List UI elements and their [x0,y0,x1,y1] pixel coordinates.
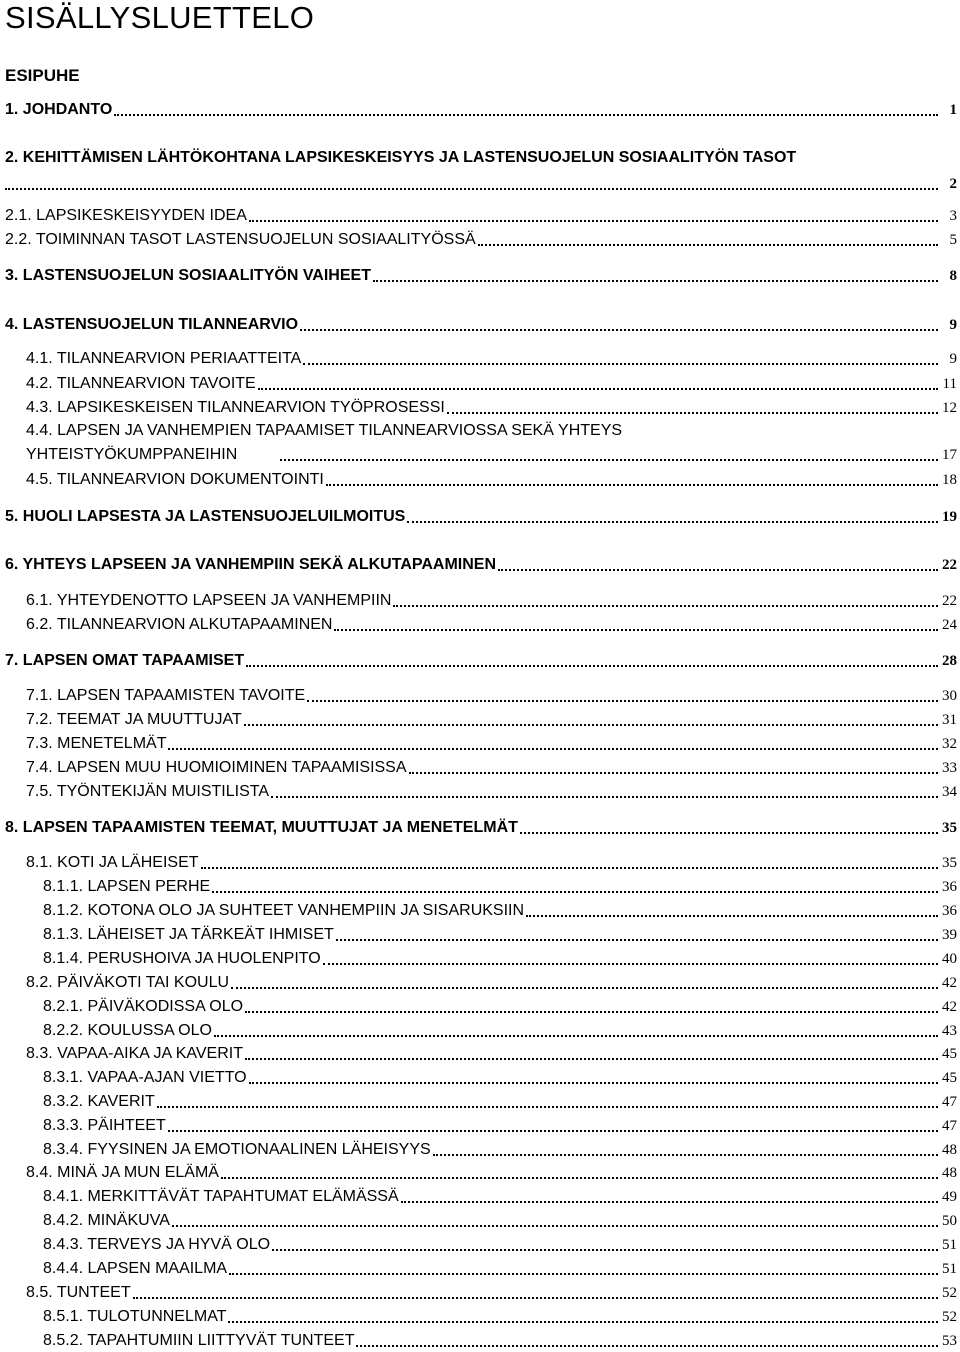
toc-entry-label: 8.4.1. MERKITTÄVÄT TAPAHTUMAT ELÄMÄSSÄ [43,1188,399,1205]
toc-page-number: 1 [949,102,957,118]
toc-page-number: 30 [942,688,957,704]
dot-leader [246,665,938,667]
toc-entry[interactable] [0,1210,960,1232]
toc-entry-label: 7.1. LAPSEN TAPAAMISTEN TAVOITE [26,687,306,704]
toc-page-number: 35 [942,820,957,836]
dot-leader [409,772,938,774]
toc-entry[interactable] [0,99,960,121]
toc-page-number: 47 [942,1094,957,1110]
dot-leader [447,412,938,414]
toc-entry-esipuhe[interactable]: ESIPUHE [5,66,80,85]
toc-entry-label[interactable]: 2. KEHITTÄMISEN LÄHTÖKOHTANA LAPSIKESKEISYYS JA LASTENSUOJELUN SOSIAALITYÖN TASOT [5,149,797,166]
toc-entry[interactable] [0,348,960,370]
toc-entry-label: 4. LASTENSUOJELUN TILANNEARVIO [5,316,299,333]
toc-entry-label: 8.1.1. LAPSEN PERHE [43,878,211,895]
dot-leader [303,363,938,365]
toc-entry[interactable] [0,554,960,576]
toc-entry-label: 8.3.4. FYYSINEN JA EMOTIONAALINEN LÄHEISYYS [43,1141,431,1158]
toc-page-number: 45 [942,1046,957,1062]
dot-leader [356,1345,938,1347]
dot-leader [214,1035,938,1037]
toc-page-number: 5 [949,232,957,248]
toc-entry-label: 8.3.1. VAPAA-AJAN VIETTO [43,1069,247,1086]
toc-page-number: 40 [942,951,957,967]
dot-leader [228,1321,938,1323]
toc-page-number: 51 [942,1237,957,1253]
toc-page-number: 52 [942,1285,957,1301]
toc-page-number: 50 [942,1213,957,1229]
toc-entry-label: 8.5. TUNTEET [26,1284,131,1301]
dot-leader [244,724,938,726]
toc-entry-label: 4.3. LAPSIKESKEISEN TILANNEARVION TYÖPROSESSI [26,399,445,416]
toc-page-number: 19 [942,509,957,525]
toc-entry-label: 8.1.2. KOTONA OLO JA SUHTEET VANHEMPIIN JA SISARUKSIIN [43,902,525,919]
toc-entry[interactable] [0,1091,960,1113]
toc-entry[interactable] [0,1282,960,1304]
toc-entry[interactable] [0,205,960,227]
toc-entry-label: 7.3. MENETELMÄT [26,735,167,752]
toc-entry[interactable] [0,1306,960,1328]
toc-page-number: 48 [942,1142,957,1158]
toc-page-number: 18 [942,472,957,488]
dot-leader [280,459,938,461]
toc-entry[interactable] [0,1186,960,1208]
toc-page-number: 9 [949,317,957,333]
dot-leader [478,244,938,246]
toc-entry[interactable] [0,506,960,528]
toc-page-number: 45 [942,1070,957,1086]
toc-page-number: 12 [942,400,957,416]
toc-page-number: 35 [942,855,957,871]
toc-page-number: 51 [942,1261,957,1277]
page-title: SISÄLLYSLUETTELO [5,0,315,35]
dot-leader [407,521,938,523]
toc-entry[interactable] [0,1115,960,1137]
dot-leader [249,220,938,222]
toc-page-number: 8 [949,268,957,284]
toc-page-number: 17 [942,447,957,463]
toc-entry-label: 8.5.1. TULOTUNNELMAT [43,1308,227,1325]
toc-entry-label: YHTEISTYÖKUMPPANEIHIN [26,446,238,463]
dot-leader [168,748,938,750]
toc-entry-label: 8.3. VAPAA-AIKA JA KAVERIT [26,1045,243,1062]
toc-entry-label: 5. HUOLI LAPSESTA JA LASTENSUOJELUILMOITUS [5,508,406,525]
toc-page-number: 43 [942,1023,957,1039]
toc-entry[interactable] [0,876,960,898]
dot-leader [172,1225,938,1227]
toc-entry-label: 4.5. TILANNEARVION DOKUMENTOINTI [26,471,324,488]
toc-page-number: 52 [942,1309,957,1325]
toc-page-number: 36 [942,879,957,895]
toc-entry-label: 8.1. KOTI JA LÄHEISET [26,854,199,871]
toc-entry-label: 1. JOHDANTO [5,101,113,118]
toc-entry-label: 8.5.2. TAPAHTUMIIN LIITTYVÄT TUNTEET [43,1332,355,1349]
dot-leader [201,867,938,869]
toc-entry-label: 8.1.4. PERUSHOIVA JA HUOLENPITO [43,950,321,967]
toc-entry-label: 8.2.2. KOULUSSA OLO [43,1022,212,1039]
toc-page-number: 33 [942,760,957,776]
dot-leader [272,1249,938,1251]
toc-entry[interactable] [0,1162,960,1184]
toc-entry-label: 8.1.3. LÄHEISET JA TÄRKEÄT IHMISET [43,926,334,943]
toc-page-number: 28 [942,653,957,669]
toc-entry[interactable] [0,817,960,839]
dot-leader [114,114,938,116]
toc-entry-label: 6.2. TILANNEARVION ALKUTAPAAMINEN [26,616,333,633]
toc-entry[interactable] [0,972,960,994]
toc-entry-label: 8.3.3. PÄIHTEET [43,1117,166,1134]
dot-leader [526,915,938,917]
toc-entry[interactable] [0,1067,960,1089]
toc-page-number: 22 [942,593,957,609]
toc-entry[interactable] [0,173,960,195]
dot-leader [300,329,938,331]
toc-entry-label: 8.2. PÄIVÄKOTI TAI KOULU [26,974,230,991]
toc-entry[interactable] [0,590,960,612]
toc-entry[interactable] [0,781,960,803]
toc-page-number: 9 [949,351,957,367]
toc-page-number: 3 [949,208,957,224]
toc-entry[interactable] [0,614,960,636]
toc-entry[interactable] [0,1234,960,1256]
toc-page-number: 53 [942,1333,957,1349]
toc-entry[interactable] [0,469,960,491]
toc-page-number: 2 [949,176,957,192]
toc-page-number: 32 [942,736,957,752]
toc-entry-label: 4.1. TILANNEARVION PERIAATTEITA [26,350,302,367]
toc-entry[interactable] [0,996,960,1018]
toc-entry[interactable] [0,444,960,466]
toc-entry-label: 8.4.3. TERVEYS JA HYVÄ OLO [43,1236,271,1253]
toc-entry-label: 7.2. TEEMAT JA MUUTTUJAT [26,711,242,728]
dot-leader [221,1177,938,1179]
dot-leader [498,569,938,571]
toc-entry-label: 3. LASTENSUOJELUN SOSIAALITYÖN VAIHEET [5,267,371,284]
toc-page-number: 42 [942,999,957,1015]
dot-leader [323,963,938,965]
toc-page-number: 24 [942,617,957,633]
toc-entry-label: 7.4. LAPSEN MUU HUOMIOIMINEN TAPAAMISISSA [26,759,407,776]
toc-entry-label: 8. LAPSEN TAPAAMISTEN TEEMAT, MUUTTUJAT JA MENETELMÄT [5,819,518,836]
dot-leader [326,484,938,486]
toc-page-number: 49 [942,1189,957,1205]
dot-leader [5,188,938,190]
toc-entry[interactable] [0,948,960,970]
toc-entry-label: 6. YHTEYS LAPSEEN JA VANHEMPIIN SEKÄ ALKUTAPAAMINEN [5,556,497,573]
dot-leader [433,1154,938,1156]
dot-leader [157,1106,938,1108]
toc-entry[interactable] [0,757,960,779]
toc-entry[interactable] [0,685,960,707]
toc-entry[interactable] [0,709,960,731]
toc-entry[interactable] [0,397,960,419]
toc-entry-label: 8.2.1. PÄIVÄKODISSA OLO [43,998,244,1015]
dot-leader [245,1058,938,1060]
toc-entry[interactable] [0,229,960,251]
dot-leader [212,891,938,893]
dot-leader [393,605,938,607]
toc-entry[interactable] [0,1043,960,1065]
dot-leader [133,1297,938,1299]
dot-leader [307,700,938,702]
dot-leader [271,796,938,798]
toc-entry-label: 4.2. TILANNEARVION TAVOITE [26,375,256,392]
toc-page-number: 36 [942,903,957,919]
toc-page-number: 34 [942,784,957,800]
toc-entry-label: 8.4.2. MINÄKUVA [43,1212,170,1229]
toc-entry[interactable] [0,852,960,874]
toc-entry[interactable] [0,900,960,922]
toc-entry[interactable] [0,314,960,336]
toc-entry-label[interactable]: 4.4. LAPSEN JA VANHEMPIEN TAPAAMISET TILANNEARVIOSSA SEKÄ YHTEYS [26,422,623,439]
toc-entry-label: 2.2. TOIMINNAN TASOT LASTENSUOJELUN SOSIAALITYÖSSÄ [5,231,476,248]
dot-leader [401,1201,938,1203]
toc-page-number: 31 [942,712,957,728]
toc-entry-label: 8.3.2. KAVERIT [43,1093,155,1110]
toc-entry[interactable] [0,1020,960,1042]
dot-leader [245,1011,938,1013]
dot-leader [520,832,938,834]
toc-page-number: 39 [942,927,957,943]
dot-leader [258,388,938,390]
toc-page-number: 42 [942,975,957,991]
toc-entry-label: 6.1. YHTEYDENOTTO LAPSEEN JA VANHEMPIIN [26,592,392,609]
toc-entry-label: 7. LAPSEN OMAT TAPAAMISET [5,652,245,669]
toc-page-number: 47 [942,1118,957,1134]
toc-entry[interactable] [0,1139,960,1161]
dot-leader [231,987,938,989]
toc-entry[interactable] [0,1258,960,1280]
toc-entry[interactable] [0,733,960,755]
toc-entry-label: 8.4.4. LAPSEN MAAILMA [43,1260,228,1277]
toc-entry-label: 7.5. TYÖNTEKIJÄN MUISTILISTA [26,783,270,800]
toc-entry[interactable] [0,265,960,287]
dot-leader [334,629,938,631]
dot-leader [168,1130,938,1132]
toc-page-number: 48 [942,1165,957,1181]
toc-page-number: 22 [942,557,957,573]
dot-leader [249,1082,938,1084]
toc-page-number: 11 [942,376,957,392]
toc-entry-label: 2.1. LAPSIKESKEISYYDEN IDEA [5,207,247,224]
dot-leader [229,1273,938,1275]
toc-entry[interactable] [0,373,960,395]
dot-leader [336,939,938,941]
toc-entry[interactable] [0,924,960,946]
dot-leader [373,280,938,282]
toc-entry-label: 8.4. MINÄ JA MUN ELÄMÄ [26,1164,219,1181]
toc-entry[interactable] [0,650,960,672]
